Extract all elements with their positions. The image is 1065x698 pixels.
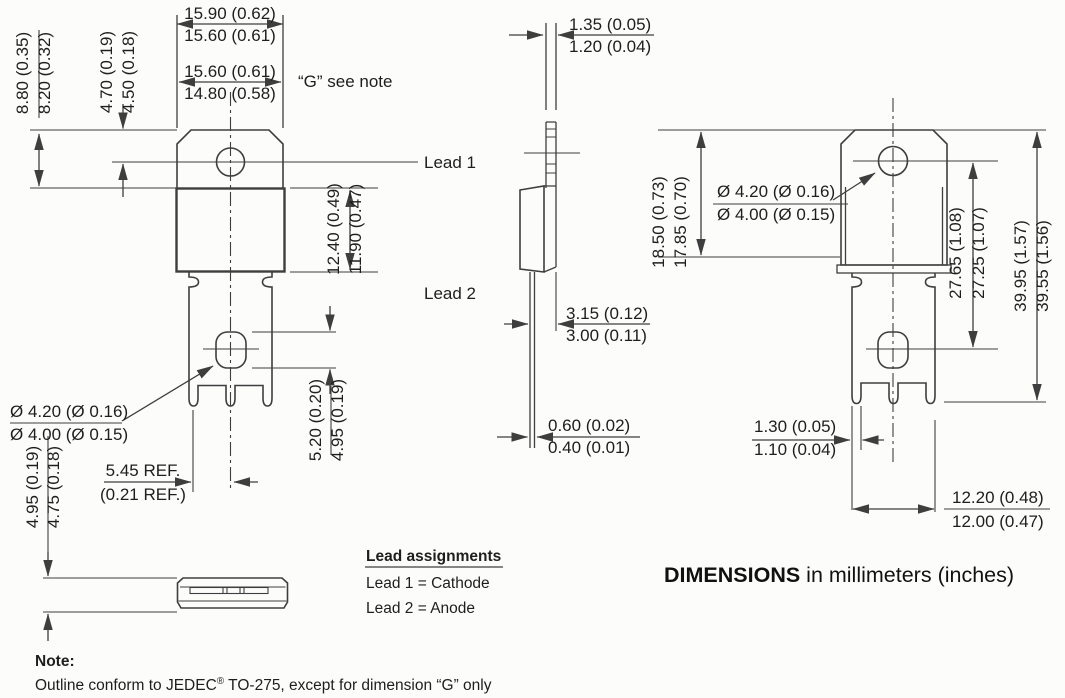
rear-hole-dia-max: Ø 4.20 (Ø 0.16) [717,182,836,201]
dim-width-g-min: 14.80 (0.58) [184,84,276,103]
g-note: “G” see note [298,72,393,91]
rear-view-labels [649,176,1052,531]
dimensions-title-bold: DIMENSIONS [664,563,801,587]
dim-width-g-max: 15.60 (0.61) [184,62,276,81]
dim-body-height-max: 12.40 (0.49) [324,183,343,275]
dim-total-length-min: 39.55 (1.56) [1033,220,1052,312]
dimensions-title-rest: in millimeters (inches) [800,563,1015,587]
dim-total-length-max: 39.95 (1.57) [1011,220,1030,312]
note-block [35,653,492,694]
dim-lead-span-min: 12.00 (0.47) [952,512,1044,531]
note-text-part2: TO-275, except for dimension “G” only [224,677,492,694]
dim-width-outer-min: 15.60 (0.61) [184,26,276,45]
dim-lead-pitch-in: (0.21 REF.) [100,485,186,504]
lead2-assignment: Lead 2 = Anode [366,600,476,617]
dim-width-outer-max: 15.90 (0.62) [184,4,276,23]
front-hole-dia-max: Ø 4.20 (Ø 0.16) [10,402,129,421]
dim-tab-length-min: 17.85 (0.70) [671,176,690,268]
dim-hole-offset-max: 4.70 (0.19) [97,30,116,114]
dim-tab-thickness-max: 1.35 (0.05) [569,15,652,34]
dim-hole-pitch-max: 27.65 (1.08) [946,207,965,299]
dim-lead-pitch-mm: 5.45 REF. [105,461,181,480]
dim-lead-width-max: 1.30 (0.05) [754,417,837,436]
note-text-part1: Outline conform to JEDEC [35,677,217,694]
dim-tab-length-max: 18.50 (0.73) [649,176,668,268]
dim-body-thickness-max: 3.15 (0.12) [566,304,649,323]
dim-hole-pitch-min: 27.25 (1.07) [969,207,988,299]
dim-lead-width-min: 1.10 (0.04) [754,440,837,459]
dim-tab-thickness-min: 1.20 (0.04) [569,37,652,56]
dim-slot-height-min: 4.95 (0.19) [328,378,347,462]
dimensions-title [664,563,1014,587]
dim-lead-thickness-min: 0.40 (0.01) [548,438,631,457]
rear-hole-dia-min: Ø 4.00 (Ø 0.15) [717,205,836,224]
dim-lead-span-max: 12.20 (0.48) [952,488,1044,507]
dim-slot-height-max: 5.20 (0.20) [306,378,325,462]
dim-tab-height-max: 8.80 (0.35) [13,31,32,115]
lead1-assignment: Lead 1 = Cathode [366,575,490,592]
dim-body-thickness-min: 3.00 (0.11) [566,326,647,345]
dim-lead-thickness-max: 0.60 (0.02) [548,416,631,435]
dim-body-height-min: 11.90 (0.47) [346,183,365,275]
note-title: Note: [35,653,75,670]
note-text [35,676,492,694]
dim-thickness-max: 4.95 (0.19) [23,445,42,529]
lead2-label: Lead 2 [424,284,476,303]
lead-assignments [365,548,503,617]
side-view-linework [497,23,654,448]
note-text-reg-mark: ® [216,676,225,687]
front-hole-dia-min: Ø 4.00 (Ø 0.15) [10,425,129,444]
front-view-linework [10,15,418,641]
dim-tab-height-min: 8.20 (0.32) [35,31,54,115]
lead-assignments-title: Lead assignments [366,548,502,565]
dim-hole-offset-min: 4.50 (0.18) [119,30,138,114]
lead1-label: Lead 1 [424,153,476,172]
side-view-labels [548,15,651,457]
dim-thickness-min: 4.75 (0.18) [44,445,63,529]
rear-view-linework [658,98,1050,512]
